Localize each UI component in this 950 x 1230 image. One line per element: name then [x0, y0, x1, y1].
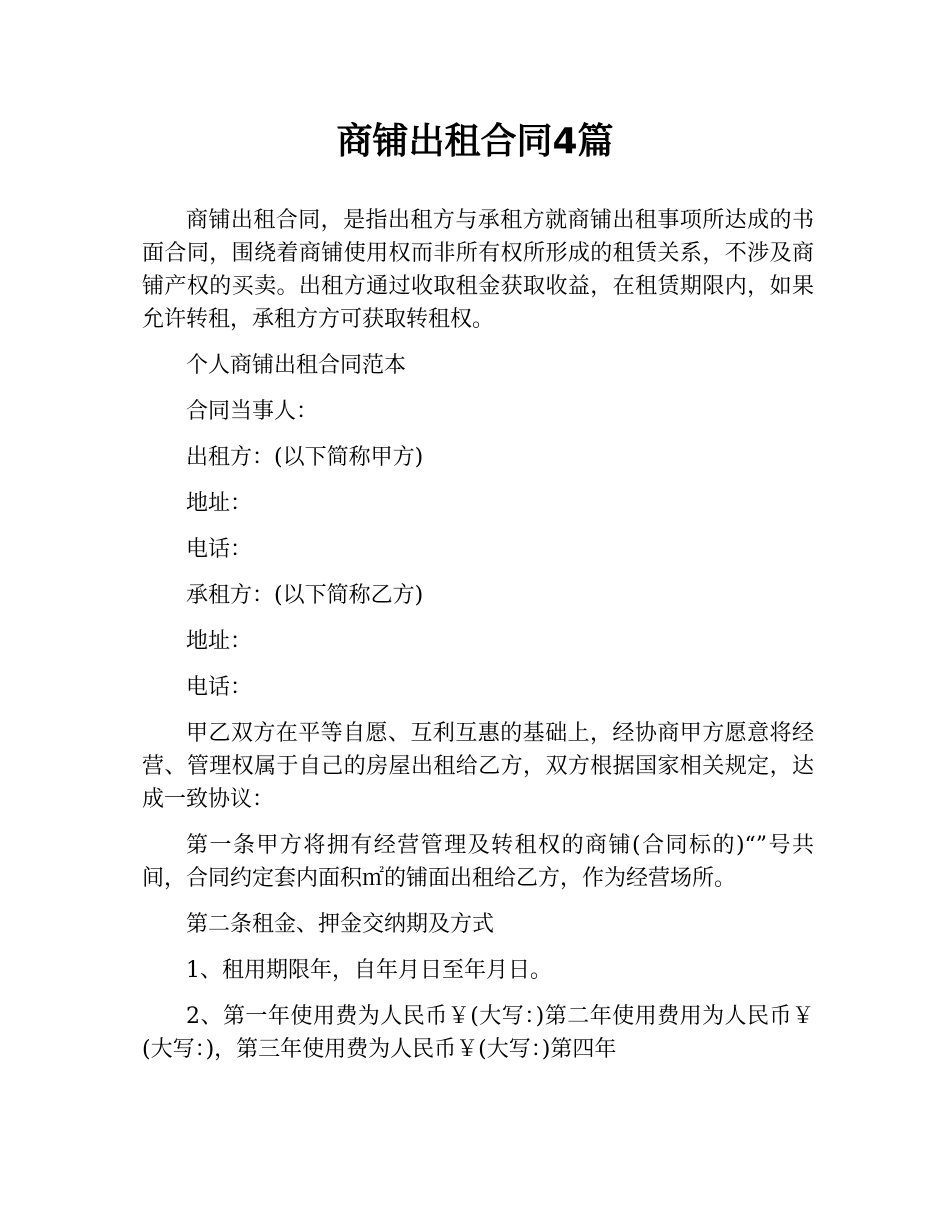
lessor-phone-line: 电话： — [186, 537, 253, 562]
document-title: 商铺出租合同4篇 — [336, 121, 614, 162]
section-heading: 个人商铺出租合同范本 — [186, 353, 407, 378]
clause-1-paragraph: 1、租用期限年，自年月日至年月日。 — [186, 958, 552, 983]
lessor-address-line: 地址： — [186, 491, 253, 516]
parties-label: 合同当事人： — [186, 399, 319, 424]
lessee-line: 承租方：(以下简称乙方) — [186, 583, 424, 608]
lessee-phone-line: 电话： — [186, 675, 253, 700]
agreement-paragraph: 甲乙双方在平等自愿、互利互惠的基础上，经协商甲方愿意将经营、管理权属于自己的房屋出租给乙方，双方根据国家相关规定，达成一致协议： — [142, 721, 814, 812]
intro-paragraph: 商铺出租合同，是指出租方与承租方就商铺出租事项所达成的书面合同，围绕着商铺使用权而非所有权所形成的租赁关系，不涉及商铺产权的买卖。出租方通过收取租金获取收益，在租赁期限内，如果允许转租，承租方方可获取转租权。 — [142, 208, 814, 332]
article-one-paragraph: 第一条甲方将拥有经营管理及转租权的商铺(合同标的)“”号共间，合同约定套内面积㎡的铺面出租给乙方，作为经营场所。 — [142, 833, 814, 891]
article-two-heading: 第二条租金、押金交纳期及方式 — [186, 912, 495, 937]
lessor-line: 出租方：(以下简称甲方) — [186, 445, 424, 470]
lessee-address-line: 地址： — [186, 629, 253, 654]
clause-2-paragraph: 2、第一年使用费为人民币￥(大写：)第二年使用费用为人民币￥(大写：)，第三年使用费为人民币￥(大写：)第四年 — [142, 1004, 814, 1062]
document-body — [142, 204, 814, 1079]
